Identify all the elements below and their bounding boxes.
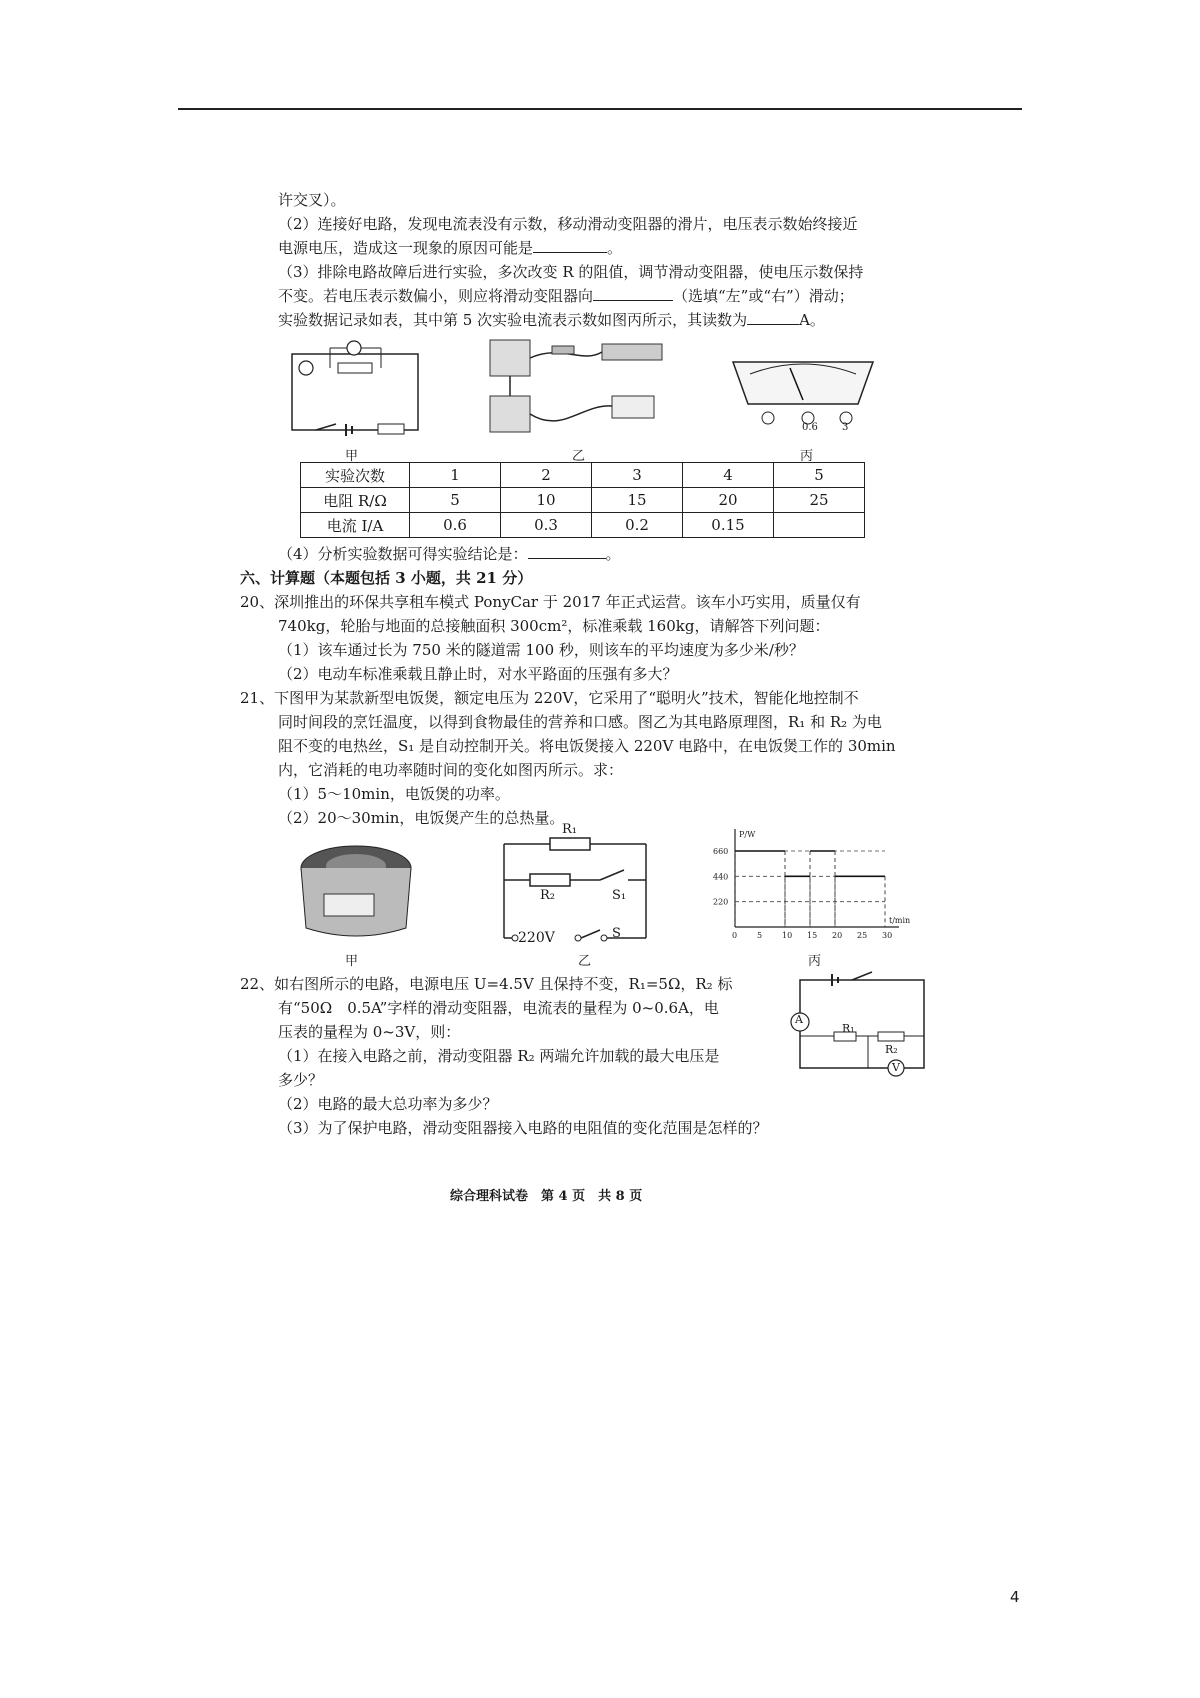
label-q22-r1: R₁: [842, 1022, 855, 1035]
table-cell: 1: [410, 463, 501, 488]
rice-cooker-image: [296, 840, 416, 945]
q20-line3: （1）该车通过长为 750 米的隧道需 100 秒，则该车的平均速度为多少米/秒？: [278, 641, 804, 659]
section-title: 六、计算题（本题包括 3 小题，共 21 分）: [240, 569, 533, 587]
x-tick-label: 25: [857, 931, 868, 940]
table-cell: 0.6: [410, 513, 501, 538]
page-number: 4: [1010, 1588, 1020, 1606]
table-cell: [774, 513, 865, 538]
x-tick-label: 15: [807, 931, 818, 940]
caption-yi: 乙: [572, 449, 586, 464]
q19-p4-end: 。: [605, 545, 621, 563]
table-cell: 5: [410, 488, 501, 513]
apparatus-photo-yi: [482, 334, 677, 444]
circuit-diagram-jia: [286, 340, 426, 440]
label-s1: S₁: [612, 888, 627, 903]
q22-circuit-diagram: [782, 970, 932, 1080]
q21-line2: 同时间段的烹饪温度，以得到食物最佳的营养和口感。图乙为其电路原理图，R₁ 和 R₂ 为电: [278, 713, 882, 731]
q22-line7: （3）为了保护电路，滑动变阻器接入电路的电阻值的变化范围是怎样的？: [278, 1119, 768, 1137]
q22-line2: 有“50Ω 0.5A”字样的滑动变阻器，电流表的量程为 0~0.6A，电: [278, 999, 719, 1017]
answer-blank-fault[interactable]: [533, 238, 607, 253]
label-voltmeter: V: [892, 1061, 900, 1074]
q19-p3-hint: （选填“左”或“右”）滑动；: [673, 287, 854, 305]
table-cell: 2: [501, 463, 592, 488]
table-row: [301, 488, 865, 513]
q19-p2-end: 。: [607, 239, 623, 257]
x-tick-label: 0: [732, 931, 738, 940]
ammeter-dial-bing: [728, 344, 878, 434]
table-cell: 0.3: [501, 513, 592, 538]
label-ammeter: A: [795, 1013, 803, 1026]
q22-line4: （1）在接入电路之前，滑动变阻器 R₂ 两端允许加载的最大电压是: [278, 1047, 720, 1065]
table-cell: 25: [774, 488, 865, 513]
table-cell: 实验次数: [301, 463, 410, 488]
table-row: [301, 513, 865, 538]
y-axis-label: P/W: [739, 830, 756, 839]
caption-jia: 甲: [345, 449, 359, 464]
q19-p2-line1: （2）连接好电路，发现电流表没有示数，移动滑动变阻器的滑片，电压表示数始终接近: [278, 215, 858, 233]
q21-line3: 阻不变的电热丝，S₁ 是自动控制开关。将电饭煲接入 220V 电路中，在电饭煲工作的 30min: [278, 737, 896, 755]
meter-terminal-3: 3: [842, 422, 849, 433]
caption-jia-2: 甲: [345, 954, 359, 969]
q19-p3-reading-text: 实验数据记录如表，其中第 5 次实验电流表示数如图丙所示，其读数为: [278, 311, 748, 329]
q21-line4: 内，它消耗的电功率随时间的变化如图丙所示。求：: [278, 761, 624, 779]
label-s: S: [612, 926, 621, 941]
q19-p3-text: 不变。若电压表示数偏小，则应将滑动变阻器向: [278, 287, 594, 305]
caption-bing-2: 丙: [808, 954, 822, 969]
q19-p3-line3: [278, 310, 825, 330]
q19-p3-line1: （3）排除电路故障后进行实验，多次改变 R 的阻值，调节滑动变阻器，使电压示数保持: [278, 263, 864, 281]
page-footer: 综合理科试卷 第 4 页 共 8 页: [450, 1189, 643, 1204]
q20-line1: 20、深圳推出的环保共享租车模式 PonyCar 于 2017 年正式运营。该车小巧实用，质量仅有: [240, 593, 861, 611]
q19-p4-line: [278, 544, 621, 564]
answer-blank-reading[interactable]: [747, 310, 799, 325]
answer-blank-conclusion[interactable]: [528, 544, 606, 559]
answer-blank-direction[interactable]: [593, 286, 673, 301]
q19-p2-line2: [278, 238, 622, 258]
x-tick-label: 30: [882, 931, 893, 940]
y-tick-label: 220: [713, 897, 729, 907]
q19-p4-text: （4）分析实验数据可得实验结论是：: [278, 545, 528, 563]
chart-svg: [705, 822, 915, 947]
data-table: [300, 462, 865, 538]
caption-yi-2: 乙: [578, 954, 592, 969]
table-cell: 10: [501, 488, 592, 513]
header-rule: [178, 108, 1022, 110]
q21-line1: 21、下图甲为某款新型电饭煲，额定电压为 220V，它采用了“聪明火”技术，智能化地控制不: [240, 689, 859, 707]
caption-bing: 丙: [800, 449, 814, 464]
q22-line1: 22、如右图所示的电路，电源电压 U=4.5V 且保持不变，R₁=5Ω，R₂ 标: [240, 975, 733, 993]
y-tick-label: 440: [713, 872, 729, 882]
table-cell: 20: [683, 488, 774, 513]
table-row: [301, 463, 865, 488]
table-cell: 电阻 R/Ω: [301, 488, 410, 513]
q21-line6: （2）20～30min，电饭煲产生的总热量。: [278, 809, 565, 827]
q19-p3-line2: [278, 286, 854, 306]
label-220v: 220V: [518, 930, 555, 946]
q20-line2: 740kg，轮胎与地面的总接触面积 300cm²，标准乘载 160kg，请解答下列问题：: [278, 617, 830, 635]
table-cell: 0.2: [592, 513, 683, 538]
x-tick-label: 5: [757, 931, 763, 940]
table-cell: 4: [683, 463, 774, 488]
table-cell: 3: [592, 463, 683, 488]
power-time-chart: [705, 822, 915, 947]
table-cell: 电流 I/A: [301, 513, 410, 538]
label-q22-r2: R₂: [885, 1043, 898, 1056]
q22-line5: 多少？: [278, 1071, 324, 1089]
label-r1: R₁: [562, 822, 577, 837]
q19-p3-unit: A。: [799, 311, 825, 329]
y-tick-label: 660: [713, 847, 729, 856]
x-axis-label: t/min: [889, 916, 911, 925]
table-cell: 0.15: [683, 513, 774, 538]
table-cell: 15: [592, 488, 683, 513]
x-tick-label: 20: [832, 931, 843, 940]
q22-line3: 压表的量程为 0~3V，则：: [278, 1023, 461, 1041]
q22-line6: （2）电路的最大总功率为多少？: [278, 1095, 498, 1113]
label-r2: R₂: [540, 888, 555, 903]
x-tick-label: 10: [782, 931, 793, 940]
q21-line5: （1）5～10min，电饭煲的功率。: [278, 785, 510, 803]
q19-p2-text: 电源电压，造成这一现象的原因可能是: [278, 239, 534, 257]
q19-line-cont: 许交叉）。: [278, 191, 346, 209]
table-cell: 5: [774, 463, 865, 488]
q20-line4: （2）电动车标准乘载且静止时，对水平路面的压强有多大？: [278, 665, 678, 683]
meter-terminal-06: 0.6: [802, 422, 818, 433]
